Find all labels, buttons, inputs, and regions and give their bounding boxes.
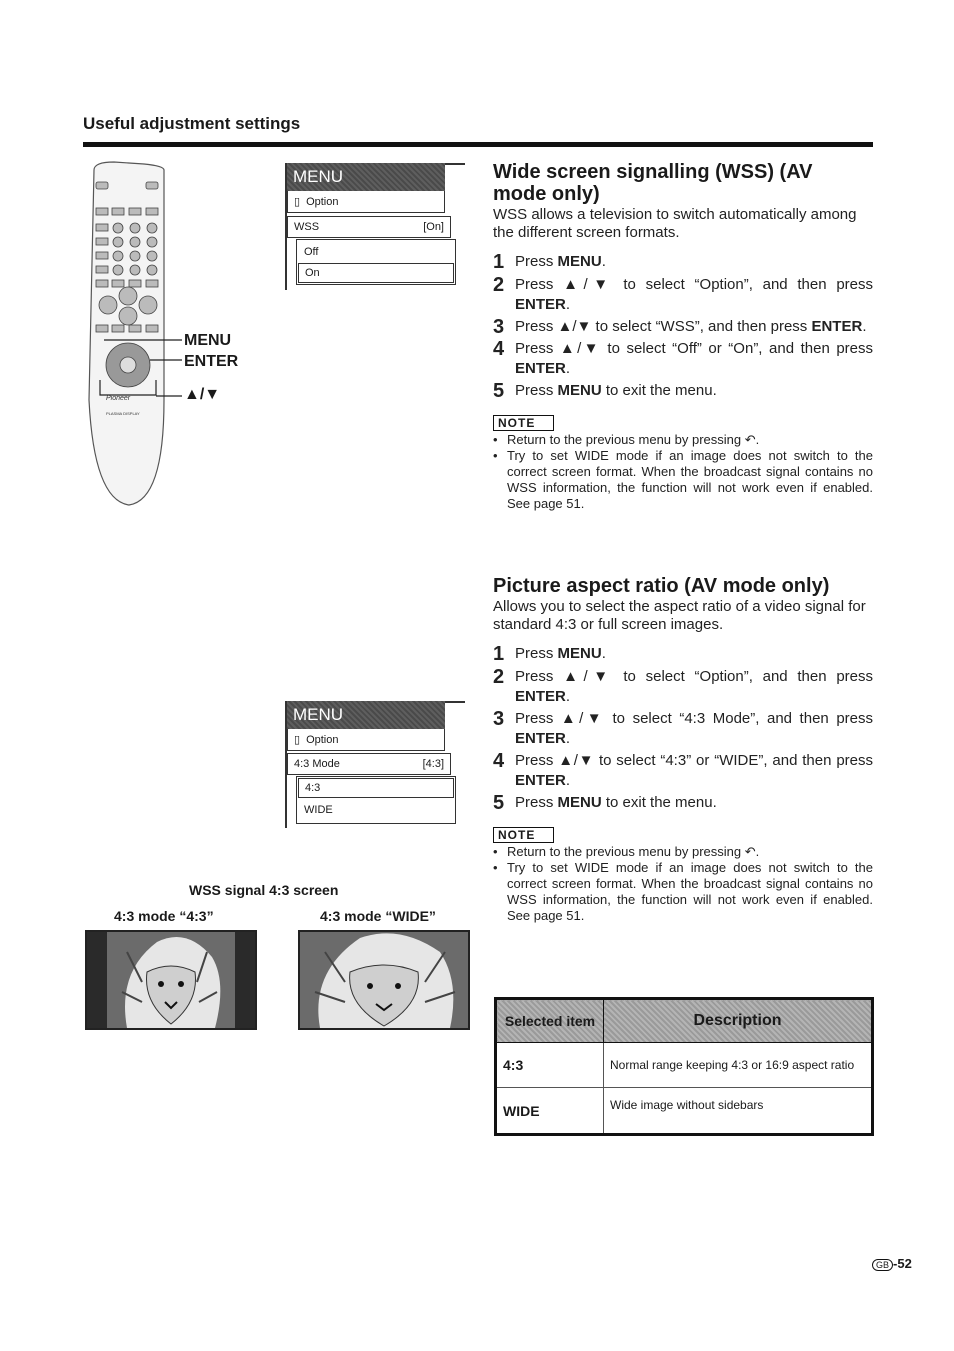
bullet-icon: • <box>493 432 498 447</box>
step-number: 1 <box>493 643 505 665</box>
table-header-item: Selected item <box>496 999 604 1043</box>
table-cell-item: 4:3 <box>496 1043 604 1088</box>
step-key: MENU <box>557 253 602 270</box>
wss-section <box>493 161 873 512</box>
step-key: ENTER <box>515 360 566 377</box>
step-text: Press ▲/▼ to select “WSS”, and then press <box>515 318 812 335</box>
step-number: 1 <box>493 251 505 273</box>
wss-intro: WSS allows a television to switch automatically among the different screen formats. <box>493 206 857 241</box>
right-screen-caption: 4:3 mode “WIDE” <box>320 908 436 924</box>
menu-option-label: Option <box>306 195 339 208</box>
remote-model: PLASMA DISPLAY <box>106 411 140 416</box>
remote-label-updown: ▲/▼ <box>184 386 221 403</box>
step-text: Press <box>515 645 558 662</box>
aspect-menu-panel <box>287 701 467 824</box>
aspect-section <box>493 575 873 924</box>
note-item: • Try to set WIDE mode if an image does not switch to the correct screen format. When the broadcast signal contains no WSS information, the function will not work even if enabled. See page 51. <box>493 860 873 923</box>
aspect-step <box>493 751 873 791</box>
note-item: • Try to set WIDE mode if an image does not switch to the correct screen format. When the broadcast signal contains no WSS information, the function will not work even if enabled. See page 51. <box>493 448 873 511</box>
wss-step <box>493 381 873 401</box>
bullet-icon: • <box>493 860 498 875</box>
step-number: 5 <box>493 380 505 402</box>
table-header-row <box>496 999 873 1043</box>
aspect-step <box>493 667 873 707</box>
note-label: NOTE <box>493 415 554 431</box>
step-text: Press ▲/▼ to select “Option”, and then press <box>515 668 873 685</box>
step-text: Press <box>515 794 558 811</box>
aspect-table <box>494 997 874 1136</box>
step-key: ENTER <box>515 296 566 313</box>
table-cell-desc: Normal range keeping 4:3 or 16:9 aspect ratio <box>604 1043 873 1088</box>
page-number-text: -52 <box>893 1256 912 1271</box>
step-text: . <box>565 360 571 377</box>
aspect-intro: Allows you to select the aspect ratio of a video signal for standard 4:3 or full screen images. <box>493 598 866 633</box>
table-cell-desc: Wide image without sidebars <box>604 1088 873 1135</box>
menu-option-label: Option <box>306 733 339 746</box>
menu-divider-line <box>445 163 465 165</box>
left-screen-caption: 4:3 mode “4:3” <box>114 908 214 924</box>
aspect-note <box>493 826 873 924</box>
step-key: ENTER <box>811 318 863 335</box>
menu-wss-row <box>287 216 451 238</box>
menu-divider-line <box>445 701 465 703</box>
step-text: Press <box>515 253 558 270</box>
lion-image-43 <box>85 930 257 1030</box>
step-key: ENTER <box>515 772 566 789</box>
step-key: MENU <box>557 645 602 662</box>
wss-step <box>493 275 873 315</box>
step-number: 2 <box>493 666 505 688</box>
step-text: . <box>565 296 571 313</box>
remote-brand: Pioneer <box>106 395 131 402</box>
aspect-step <box>493 644 873 664</box>
aspect-step <box>493 793 873 813</box>
step-number: 4 <box>493 338 505 360</box>
step-text: Press ▲/▼ to select “Option”, and then press <box>515 276 873 293</box>
wss-steps <box>493 252 873 401</box>
menu-divider-line <box>285 701 287 828</box>
screens-heading: WSS signal 4:3 screen <box>189 882 339 898</box>
wss-title-line1: Wide screen signalling (WSS) (AV <box>493 161 813 183</box>
step-text: to exit the menu. <box>601 382 717 399</box>
wss-step <box>493 252 873 272</box>
menu-item-value: [4:3] <box>422 758 444 770</box>
menu-option-row <box>287 191 445 213</box>
table-cell-item: WIDE <box>496 1088 604 1135</box>
note-label: NOTE <box>493 827 554 843</box>
menu-option-row <box>287 729 445 751</box>
menu-choices-box <box>296 776 456 824</box>
step-text: Press ▲/▼ to select “4:3” or “WIDE”, and then press <box>515 752 873 769</box>
menu-title-bar: MENU <box>287 163 445 191</box>
step-number: 5 <box>493 792 505 814</box>
step-number: 4 <box>493 750 505 772</box>
menu-item-label: 4:3 Mode <box>294 758 340 770</box>
menu-divider-line <box>285 163 287 290</box>
wss-step <box>493 317 873 337</box>
step-number: 2 <box>493 274 505 296</box>
wss-note <box>493 414 873 512</box>
page-number <box>872 1256 912 1271</box>
menu-choice-off[interactable]: Off <box>298 241 454 263</box>
step-text: . <box>862 318 867 335</box>
section-header: Useful adjustment settings <box>83 114 301 133</box>
step-number: 3 <box>493 316 505 338</box>
step-text: Press ▲/▼ to select “Off” or “On”, and then press <box>515 340 873 357</box>
wss-menu-panel <box>287 163 467 285</box>
step-text: . <box>565 772 571 789</box>
aspect-steps <box>493 644 873 813</box>
step-text: . <box>565 688 571 705</box>
option-icon: ▯ <box>294 196 301 208</box>
aspect-title: Picture aspect ratio (AV mode only) <box>493 575 830 597</box>
wss-step <box>493 339 873 379</box>
header-rule <box>83 142 873 147</box>
wss-title-line2: mode only) <box>493 183 600 205</box>
option-icon: ▯ <box>294 734 301 746</box>
step-key: MENU <box>557 794 602 811</box>
menu-item-label: WSS <box>294 221 320 233</box>
table-row <box>496 1043 873 1088</box>
lion-image-wide <box>298 930 470 1030</box>
menu-choice-wide[interactable]: WIDE <box>298 798 454 822</box>
menu-item-value: [On] <box>423 221 444 233</box>
step-text: . <box>601 253 606 270</box>
menu-43mode-row <box>287 753 451 775</box>
menu-choice-on[interactable]: On <box>298 263 454 283</box>
aspect-step <box>493 709 873 749</box>
menu-choices-box <box>296 239 456 285</box>
menu-title-bar: MENU <box>287 701 445 729</box>
table-row <box>496 1088 873 1135</box>
note-item: • Return to the previous menu by pressing ↶. <box>493 844 760 859</box>
remote-label-enter: ENTER <box>184 353 239 370</box>
note-item: • Return to the previous menu by pressing ↶. <box>493 432 760 447</box>
step-key: ENTER <box>515 688 566 705</box>
step-key: ENTER <box>515 730 566 747</box>
step-key: MENU <box>557 382 602 399</box>
bullet-icon: • <box>493 844 498 859</box>
step-text: . <box>565 730 571 747</box>
step-text: Press <box>515 382 558 399</box>
region-badge: GB <box>872 1259 893 1271</box>
table-header-desc: Description <box>604 999 873 1043</box>
note-list <box>493 432 873 512</box>
step-number: 3 <box>493 708 505 730</box>
step-text: . <box>601 645 606 662</box>
remote-label-menu: MENU <box>184 332 232 349</box>
menu-choice-43[interactable]: 4:3 <box>298 778 454 798</box>
note-list <box>493 844 873 924</box>
step-text: to exit the menu. <box>601 794 717 811</box>
step-text: Press ▲/▼ to select “4:3 Mode”, and then press <box>515 710 873 727</box>
bullet-icon: • <box>493 448 498 463</box>
